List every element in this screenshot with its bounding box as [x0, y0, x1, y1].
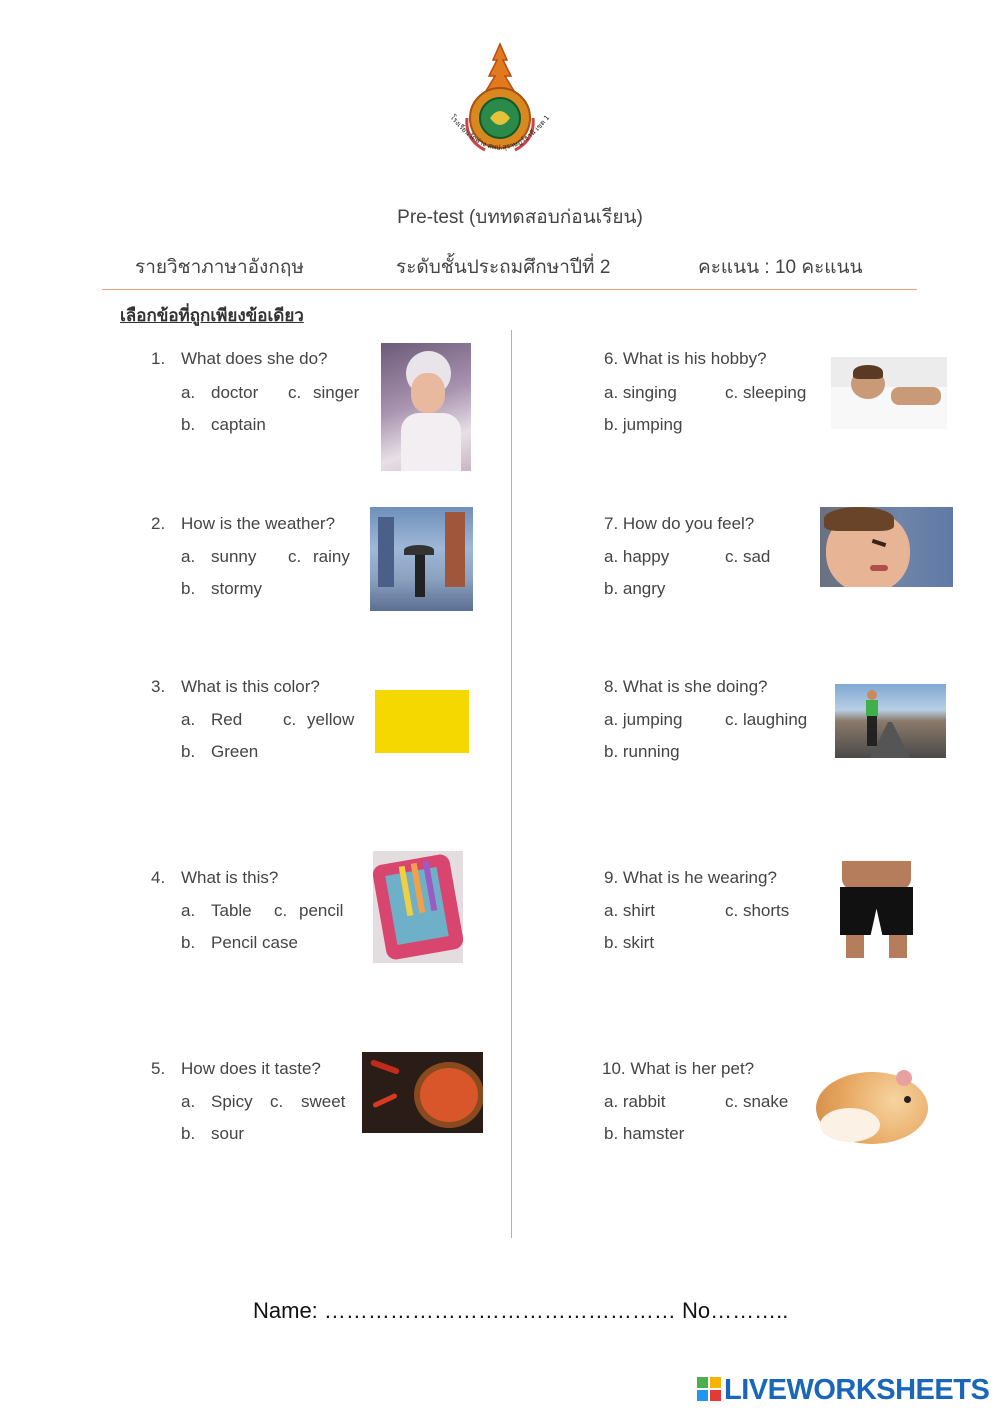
option-b[interactable]: Green — [211, 742, 259, 761]
option-c[interactable]: rainy — [313, 547, 350, 566]
option-a[interactable]: Red — [211, 710, 243, 729]
option-label: c. — [274, 901, 288, 920]
emblem-caption-text: โรงเรียนวัดพ่าง สพป.สุราษฎร์ธานี เขต 1 — [448, 113, 552, 152]
option-label: a. — [181, 383, 196, 402]
level-label: ระดับชั้นประถมศึกษาปีที่ 2 — [396, 257, 611, 278]
option-b[interactable]: b. running — [604, 742, 680, 761]
option-a[interactable]: sunny — [211, 547, 257, 566]
option-a[interactable]: a. singing — [604, 383, 677, 402]
shorts-photo — [834, 861, 919, 958]
option-c[interactable]: c. laughing — [725, 710, 808, 729]
question-6: 6. What is his hobby? — [604, 349, 767, 368]
question-4-number: 4. — [151, 868, 166, 887]
option-b[interactable]: b. jumping — [604, 415, 683, 434]
option-label: c. — [270, 1092, 284, 1111]
rainy-city-photo — [370, 507, 473, 611]
question-3: What is this color? — [181, 677, 320, 696]
option-label: a. — [181, 710, 196, 729]
question-8: 8. What is she doing? — [604, 677, 768, 696]
option-label: b. — [181, 1124, 196, 1143]
option-b[interactable]: sour — [211, 1124, 245, 1143]
option-label: c. — [288, 383, 302, 402]
column-divider — [511, 330, 512, 1238]
question-5-number: 5. — [151, 1059, 166, 1078]
option-label: c. — [283, 710, 297, 729]
liveworksheets-brand: LIVEWORKSHEETS — [724, 1374, 990, 1406]
option-a[interactable]: a. shirt — [604, 901, 656, 920]
question-2-number: 2. — [151, 514, 166, 533]
question-1: What does she do? — [181, 349, 328, 368]
option-a[interactable]: a. happy — [604, 547, 670, 566]
running-woman-photo — [835, 684, 946, 758]
option-label: c. — [288, 547, 302, 566]
option-b[interactable]: b. hamster — [604, 1124, 685, 1143]
header-divider — [102, 289, 917, 290]
liveworksheets-logo-icon — [697, 1375, 723, 1405]
question-3-number: 3. — [151, 677, 166, 696]
option-a[interactable]: Spicy — [211, 1092, 253, 1111]
question-5: How does it taste? — [181, 1059, 321, 1078]
pencil-case-photo — [373, 851, 463, 963]
option-c[interactable]: yellow — [307, 710, 355, 729]
sleeping-man-photo — [831, 357, 947, 429]
svg-text:โรงเรียนวัดพ่าง สพป.สุราษฎร์ธา — [448, 113, 551, 152]
yellow-swatch — [375, 690, 469, 753]
option-c[interactable]: c. sad — [725, 547, 771, 566]
option-label: a. — [181, 1092, 196, 1111]
subject-label: รายวิชาภาษาอังกฤษ — [135, 257, 304, 278]
question-7: 7. How do you feel? — [604, 514, 755, 533]
option-label: b. — [181, 579, 196, 598]
question-10: 10. What is her pet? — [602, 1059, 755, 1078]
option-label: a. — [181, 901, 196, 920]
option-b[interactable]: stormy — [211, 579, 262, 598]
singer-photo — [381, 343, 471, 471]
page-title: Pre-test (บททดสอบก่อนเรียน) — [397, 207, 643, 228]
option-c[interactable]: singer — [313, 383, 360, 402]
name-number-line: Name: ………………………………………… No……….. — [253, 1298, 789, 1323]
question-9: 9. What is he wearing? — [604, 868, 777, 887]
option-a[interactable]: Table — [211, 901, 252, 920]
question-4: What is this? — [181, 868, 279, 887]
option-label: a. — [181, 547, 196, 566]
option-label: b. — [181, 933, 196, 952]
option-c[interactable]: pencil — [299, 901, 344, 920]
hamster-photo — [812, 1062, 932, 1148]
option-b[interactable]: b. skirt — [604, 933, 655, 952]
angry-child-photo — [820, 507, 953, 587]
option-c[interactable]: c. sleeping — [725, 383, 807, 402]
question-2: How is the weather? — [181, 514, 336, 533]
option-a[interactable]: a. jumping — [604, 710, 683, 729]
option-b[interactable]: Pencil case — [211, 933, 298, 952]
spicy-soup-photo — [362, 1052, 483, 1133]
score-label: คะแนน : 10 คะแนน — [698, 257, 863, 278]
option-c[interactable]: c. snake — [725, 1092, 789, 1111]
option-a[interactable]: a. rabbit — [604, 1092, 666, 1111]
option-a[interactable]: doctor — [211, 383, 259, 402]
emblem-caption — [445, 112, 555, 172]
option-b[interactable]: captain — [211, 415, 266, 434]
option-label: b. — [181, 415, 196, 434]
option-c[interactable]: c. shorts — [725, 901, 790, 920]
option-b[interactable]: b. angry — [604, 579, 666, 598]
option-label: b. — [181, 742, 196, 761]
question-1-number: 1. — [151, 349, 166, 368]
instruction: เลือกข้อที่ถูกเพียงข้อเดียว — [120, 306, 304, 325]
option-c[interactable]: sweet — [301, 1092, 346, 1111]
